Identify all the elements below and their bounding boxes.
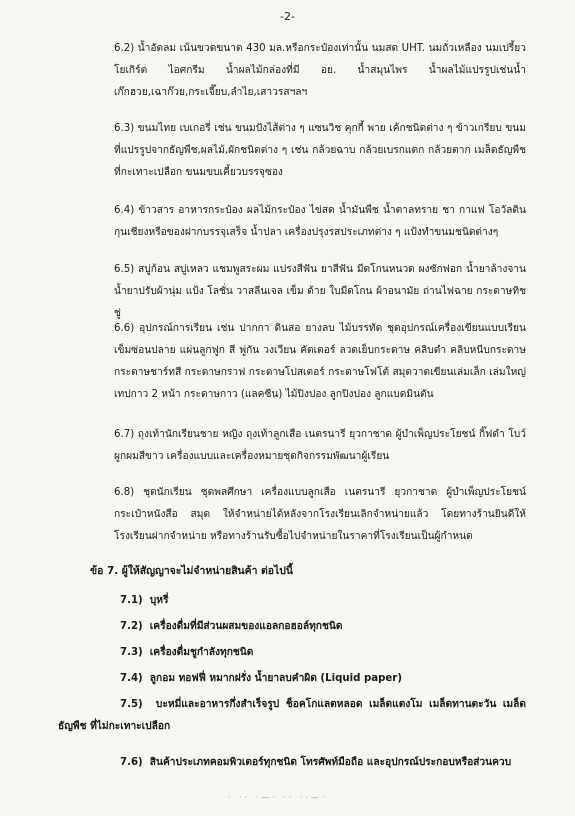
item-7-3 [120, 642, 520, 664]
paragraph-6-4 [58, 200, 526, 244]
paragraph-num: 6.8) [114, 487, 135, 498]
item-text: ลูกอม ทอฟฟี่ หมากฝรั่ง น้ำยาลบคำผิด (Liquid paper) [149, 673, 402, 684]
item-7-5 [58, 694, 526, 738]
paragraph-num: 6.5) [114, 264, 135, 275]
paragraph-6-2 [58, 38, 526, 104]
paragraph-text: ถุงเท้านักเรียนชาย หญิง ถุงเท้าลูกเสือ เนตรนารี ยุวกาชาด ผู้บำเพ็ญประโยชน์ กิ๊ฟดำ โบว์ผูกผมสีขาว เครื่องแบบและเครื่องหมายชุดกิจกรรมพัฒนาผู้เรียน [114, 429, 526, 462]
section-7-heading: ข้อ 7. ผู้ให้สัญญาจะไม่จำหน่ายสินค้า ต่อไปนี้ [90, 565, 293, 577]
item-text: เครื่องดื่มชูกำลังทุกชนิด [149, 647, 254, 658]
paragraph-6-3 [58, 118, 526, 184]
paragraph-text: ขนมไทย เบเกอรี่ เช่น ขนมปังไส้ต่าง ๆ แซนวิช คุกกี้ พาย เค้กชนิดต่าง ๆ ข้าวเกรียบ ขนมที่แปรรูปจากธัญพืช,ผลไม้,ผักชนิดต่าง ๆ เช่น กล้วยฉาบ กล้วยเบรกแตก กล้วยตาก เมล็ดธัญพืชที่กะเทาะเปลือก ขนมขบเคี้ยวบรรจุซอง [114, 123, 526, 178]
item-7-6 [120, 752, 540, 774]
item-text: สินค้าประเภทคอมพิวเตอร์ทุกชนิด โทรศัพท์มือถือ และอุปกรณ์ประกอบหรือส่วนควบ [149, 757, 512, 768]
item-7-2 [120, 616, 520, 638]
paragraph-num: 6.3) [114, 123, 135, 134]
item-num: 7.2) [120, 621, 143, 632]
paragraph-num: 6.2) [114, 43, 135, 54]
item-text: บุหรี่ [149, 595, 169, 606]
paragraph-text: ชุดนักเรียน ชุดพลศึกษา เครื่องแบบลูกเสือ เนตรนารี ยุวกาชาด ผู้บำเพ็ญประโยชน์ กระเป๋าหนังสือ สมุด ให้จำหน่ายได้หลังจากโรงเรียนเลิกจำหน่ายแล้ว โดยทางร้านยินดีให้โรงเรียนฝากจำหน่าย หรือทางร้านรับซื้อไปจำหน่ายในราคาที่โรงเรียนเป็นผู้กำหนด [114, 487, 526, 542]
paragraph-6-7 [58, 424, 526, 468]
scan-smudge: · ·· ·—· ·· ··—· [228, 793, 328, 802]
paragraph-num: 6.7) [114, 429, 135, 440]
item-7-1 [120, 590, 520, 612]
paragraph-6-6 [58, 318, 526, 406]
item-num: 7.1) [120, 595, 143, 606]
paragraph-num: 6.4) [114, 205, 135, 216]
paragraph-text: น้ำอัดลม เน้นขวดขนาด 430 มล.หรือกระป๋องเท่านั้น นมสด UHT. นมถั่วเหลือง นมเปรี้ยว โยเกิร์ต ไอศกรีม น้ำผลไม้กล่องที่มี อย. น้ำสมุนไพร น้ำผลไม้แปรรูปเช่นน้ำเก๊กฮวย,เฉาก๊วย,กระเจี๊ยบ,ลำไย,เสาวรสฯลฯ [114, 43, 526, 98]
item-7-4 [120, 668, 520, 690]
paragraph-num: 6.6) [114, 323, 135, 334]
paragraph-text: ข้าวสาร อาหารกระป๋อง ผลไม้กระป๋อง ไข่สด น้ำมันพืช น้ำตาลทราย ชา กาแฟ โอวัลติน กุนเชียงหรือของฝากบรรจุเสร็จ น้ำปลา เครื่องปรุงรสประเภทต่าง ๆ แป้งทำขนมชนิดต่างๆ [114, 205, 526, 238]
paragraph-6-8 [58, 482, 526, 548]
item-text: บะหมี่และอาหารกึ่งสำเร็จรูป ช็อคโกแลตหลอด เมล็ดแตงโม เมล็ดทานตะวัน เมล็ดธัญพืช ที่ไม่กะเทาะเปลือก [58, 699, 526, 732]
item-num: 7.5) [120, 699, 143, 710]
paragraph-6-5 [58, 259, 526, 325]
item-num: 7.6) [120, 757, 143, 768]
paragraph-text: อุปกรณ์การเรียน เช่น ปากกา ดินสอ ยางลบ ไม้บรรทัด ชุดอุปกรณ์เครื่องเขียนแบบเรียน เข็มซ่อนปลาย แผ่นลูกฟูก สี พู่กัน วงเวียน คัตเตอร์ ลวดเย็บกระดาษ คลิบดำ คลิบหนีบกระดาษ กระดาษชาร์ทสี กระดาษกราฟ กระดาษโปสเตอร์ กระดาษโฟโต้ สมุดวาดเขียนเล่มเล็ก เล่มใหญ่ เทปกาว 2 หน้า กระดาษกาว (แลคซีน) ไม้ปิงปอง ลูกปิงปอง ลูกแบดมินตัน [114, 323, 526, 400]
page-number: -2- [280, 10, 295, 23]
item-num: 7.4) [120, 673, 143, 684]
item-text: เครื่องดื่มที่มีส่วนผสมของแอลกอฮอล์ทุกชนิด [149, 621, 343, 632]
paragraph-text: สบู่ก้อน สบู่เหลว แชมพูสระผม แปรงสีฟัน ยาสีฟัน มีดโกนหนวด ผงซักฟอก น้ำยาล้างจาน น้ำยาปรับผ้านุ่ม แป้ง โลชั่น วาสลีนเจล เข็ม ด้าย ใบมีดโกน ผ้าอนามัย ถ่านไฟฉาย กระดาษทิชชู่ [114, 264, 526, 319]
item-num: 7.3) [120, 647, 143, 658]
